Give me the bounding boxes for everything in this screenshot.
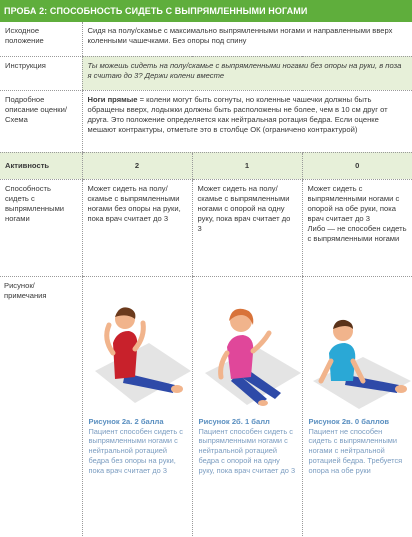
figure-2b-caption (199, 417, 296, 476)
figure-2c-text: Пациент не способен сидеть с выпрямленными ногами с нейтральной ротацией бедра. Требуется опора на обе руки (308, 426, 403, 475)
row-detail (0, 90, 412, 152)
assessment-table (0, 22, 412, 537)
row-instruction (0, 56, 412, 90)
figure-2a-illustration (87, 281, 193, 416)
detail-text: = колени могут быть согнуты, но коленные чашечки должны быть обращены вверх, лодыжки должны быть расположены не более, чем в 10 см друг от друга. Это положение определяется как нейтральная ротация бедра. Если оценке мешают контрактуры, отметьте это в столбце ОК (ограничено контрактурой) (87, 94, 388, 134)
label-start-position: Исходное положение (0, 22, 82, 56)
figure-2b-illustration (197, 281, 303, 416)
detail-bold: Ноги прямые (87, 94, 138, 104)
label-instruction: Инструкция (0, 56, 82, 90)
score-1: 1 (192, 152, 302, 179)
section-title: ПРОБА 2: СПОСОБНОСТЬ СИДЕТЬ С ВЫПРЯМЛЕННЫМИ НОГАМИ (0, 0, 412, 22)
figure-cell-2c (302, 276, 412, 537)
label-detail: Подробное описание оценки/ Схема (0, 90, 82, 152)
score-2: 2 (82, 152, 192, 179)
instruction-text: Ты можешь сидеть на полу/скамье с выпрямленными ногами без опоры на руки, в поза я считаю до 3? Держи колени вместе (82, 56, 412, 90)
row-ability (0, 179, 412, 276)
figure-2b-title: Рисунок 2б. 1 балл (198, 416, 270, 426)
ability-col-0: Может сидеть с выпрямленными ногами с опорой на обе руки, пока врач считает до 3 Либо — не способен сидеть с выпрямленными ногами (302, 179, 412, 276)
figure-cell-2b (192, 276, 302, 537)
figure-2c-caption (309, 417, 407, 476)
figure-2a-text: Пациент способен сидеть с выпрямленными ногами с нейтральной ротацией бедра без опоры на руки, пока врач считает до 3 (88, 426, 183, 475)
score-0: 0 (302, 152, 412, 179)
figure-2c-title: Рисунок 2в. 0 баллов (308, 416, 390, 426)
detail-cell (82, 90, 412, 152)
figure-2a-caption (89, 417, 186, 476)
label-activity: Активность (0, 152, 82, 179)
figure-2c-illustration (307, 281, 412, 416)
row-activity (0, 152, 412, 179)
row-start-position (0, 22, 412, 56)
row-figure (0, 276, 412, 537)
label-ability: Способность сидеть с выпрямленными ногами (0, 179, 82, 276)
start-position-text: Сидя на полу/скамье с максимально выпрямленными ногами и направленными вверх коленными чашечками. Без опоры под спину (82, 22, 412, 56)
ability-col-2: Может сидеть на полу/ скамье с выпрямленными ногами без опоры на руки, пока врач считает до 3 (82, 179, 192, 276)
label-figure: Рисунок/ примечания (4, 280, 47, 300)
figure-cell-2a (82, 276, 192, 537)
figure-2b-text: Пациент способен сидеть с выпрямленными ногами с нейтральной ротацией бедра с опорой на одну руку, пока врач считает до 3 (198, 426, 296, 475)
figure-2a-title: Рисунок 2а. 2 балла (88, 416, 164, 426)
ability-col-1: Может сидеть на полу/ скамье с выпрямленными ногами с опорой на одну руку, пока врач считает до 3 (192, 179, 302, 276)
